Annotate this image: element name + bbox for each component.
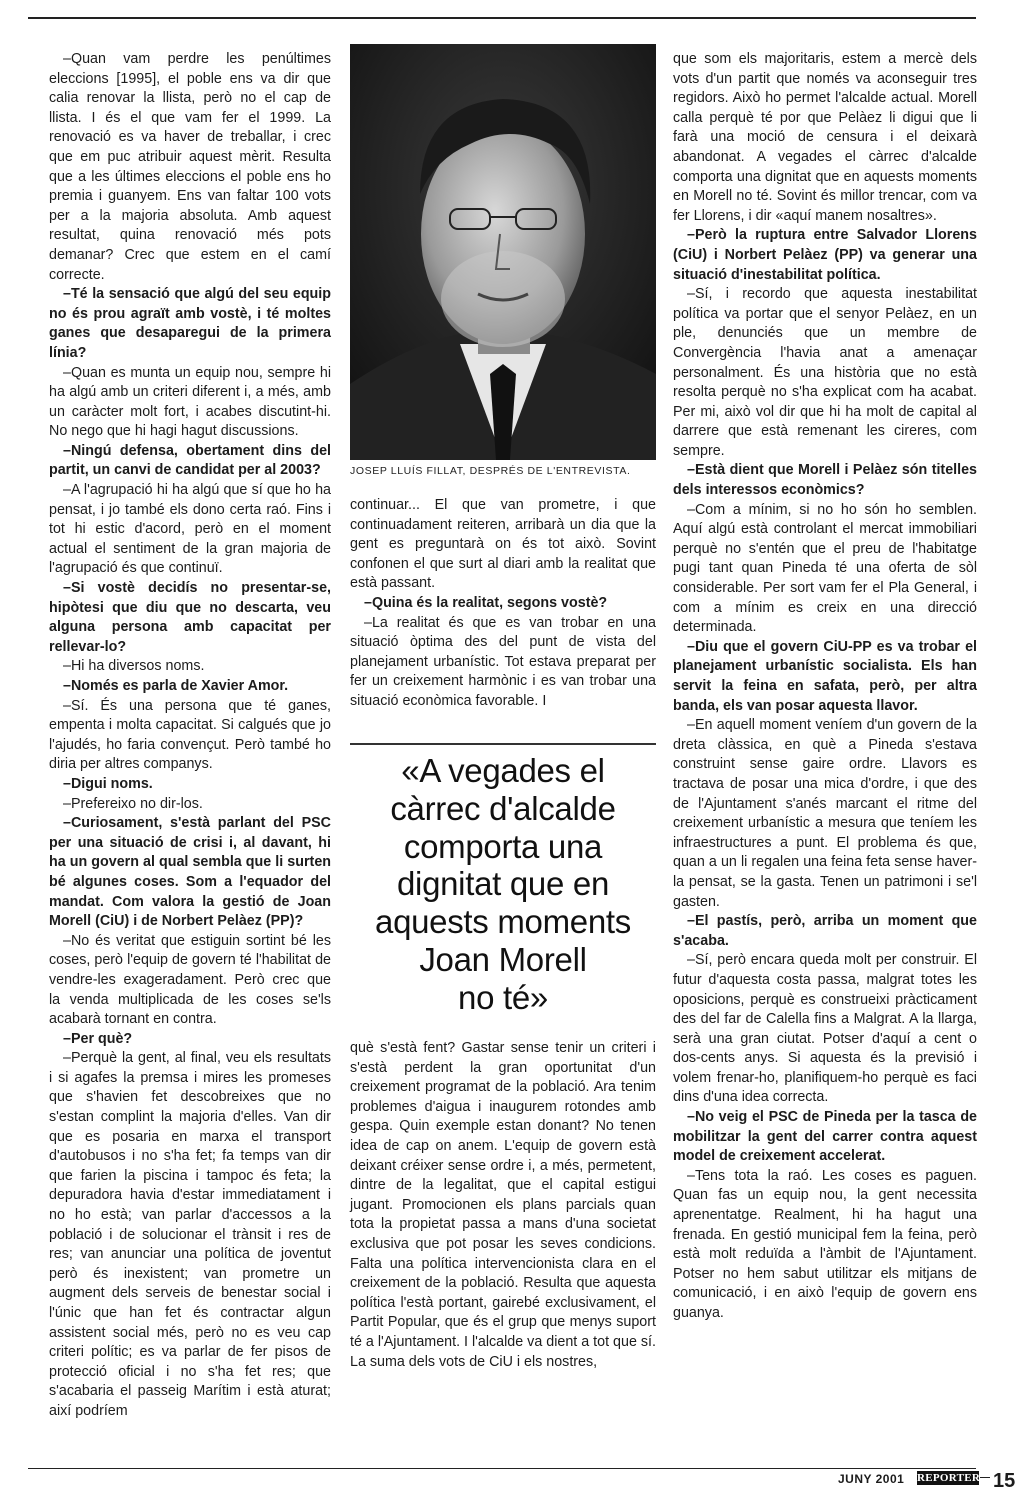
interview-answer: –Quan es munta un equip nou, sempre hi ha algú amb un criteri diferent i, a més, amb un caràcter molt fort, i acabes discutint-hi. No nego que hi hagi hagut discussions. — [49, 364, 331, 440]
interview-answer: –Perquè la gent, al final, veu els resultats i si agafes la premsa i mires les promeses que s'havien fet descobreixes que no s'estan complint la majoria d'elles. Van dir que es posaria en marxa el transport d'autobusos i no s'ha fet; fa temps van dir que farien la piscina i tampoc és feta; la depuradora havia d'estar immediatament i no ho està; van parlar d'accessos a la població i de solucionar el trànsit i res de res; van anunciar una política de joventut però és inexistent; van prometre un augment dels serveis de benestar social i l'únic que han fet és contractar algun assistent social més, però no es veu cap criteri polític; es va parlar de fer pisos de protecció oficial i no s'ha fet res; que s'acabaria el passeig Marítim i està aturat; així podríem — [49, 1050, 331, 1419]
column-3 — [673, 50, 977, 1324]
interview-question: –Ningú defensa, obertament dins del partit, un canvi de candidat per al 2003? — [49, 442, 331, 479]
top-rule — [28, 17, 976, 19]
interview-question: –Té la sensació que algú del seu equip no és prou agraït amb vostè, i té moltes ganes que desaparegui de la primera línia? — [49, 286, 331, 361]
interview-question: –No veig el PSC de Pineda per la tasca de mobilitzar la gent del carrer contra aquest model de creixement accelerat. — [673, 1109, 977, 1165]
pullquote-line: dignitat que en — [396, 865, 609, 903]
pullquote — [350, 752, 656, 1017]
issue-date: JUNY 2001 — [838, 1472, 905, 1486]
page-number: 15 — [993, 1470, 1016, 1492]
interview-answer: –Sí. És una persona que té ganes, empenta i molta capacitat. Si calgués que jo l'ajudés, ho faria convençut. Però també ho diria per altres companys. — [49, 697, 331, 773]
portrait-photo — [350, 44, 656, 460]
interview-answer: –En aquell moment veníem d'un govern de la dreta clàssica, en què a Pineda s'estava construint sense gaire ordre. Llavors es tractava de posar una mica d'ordre, i que des de l'Ajuntament s'anés marcant el ritme del creixement urbanístic a mesura que teníem les infraestructures a punt. El problema és que, quan a un li regalen una feina feta sense haver-la pensat, se la gasta. Tenen un patrimoni i se'l gasten. — [673, 717, 977, 910]
interview-question: –Diu que el govern CiU-PP es va trobar el planejament urbanístic socialista. Els han servit la feina en safata, però, per altra banda, els van posar aquesta llavor. — [673, 638, 977, 714]
column-2-top — [350, 496, 656, 712]
interview-question: –Però la ruptura entre Salvador Llorens (CiU) i Norbert Pelàez (PP) va generar una situació d'inestabilitat política. — [673, 227, 977, 283]
pullquote-line: càrrec d'alcalde — [390, 789, 616, 827]
interview-question: –Per què? — [63, 1030, 133, 1047]
paragraph: què s'està fent? Gastar sense tenir un criteri i s'està perdent la gran oportunitat d'un creixement programat de la població. Ara tenim problemes d'aigua i inaugurem rotondes amb gespa. Quin exemple estan donant? No tenen idea de cap on anem. L'equip de govern està deixant créixer sense ordre i, a més, permetent, dintre de la legalitat, que el capital estigui jugant. Promocionen els plans parcials quan tota la propietat passa a mans d'una societat exclusiva que pot posar les seves condicions. Falta una política intervencionista clara en el creixement de la població. Resulta que aquesta política l'està portant, gairebé exclusivament, el Partit Popular, que és el grup que menys suport té a l'Ajuntament. I l'alcalde va dient a tot que sí. La suma dels vots de CiU i els nostres, — [350, 1040, 656, 1370]
column-2-bottom — [350, 1039, 656, 1372]
pullquote-line: Joan Morell — [419, 940, 587, 978]
interview-answer: –Sí, però encara queda molt per construir. El futur d'aquesta costa passa, malgrat totes les oposicions, perquè es construeixi pràcticament des del far de Calella fins a Malgrat. A la llarga, serà una gran ciutat. Potser d'aquí a cent o dos-cents anys. Si aquesta és la previsió i volem frenar-ho, planifiquem-ho perquè es faci dins d'una idea correcta. — [673, 952, 977, 1106]
interview-answer: –No és veritat que estiguin sortint bé les coses, però l'equip de govern té l'habilitat de vendre-les exageradament. Però crec que la venda multiplicada de les coses se'ls acabarà tornant en contra. — [49, 932, 331, 1028]
interview-question: –Curiosament, s'està parlant del PSC per una situació de crisi i, al davant, hi ha un govern al qual sembla que li surten bé algunes coses. Som a l'equador del mandat. Com valora la gestió de Joan Morell (CiU) i de Norbert Pelàez (PP)? — [49, 815, 331, 930]
interview-question: –Està dient que Morell i Pelàez són titelles dels interessos econòmics? — [673, 462, 977, 499]
interview-question: –El pastís, però, arriba un moment que s'acaba. — [673, 913, 977, 949]
interview-question: –Només es parla de Xavier Amor. — [63, 678, 289, 694]
bottom-rule — [28, 1468, 976, 1469]
pullquote-line: «A vegades el — [401, 752, 605, 789]
interview-answer: –A l'agrupació hi ha algú que sí que ho ha pensat, i jo també els dono certa raó. Fins i tot hi estic d'acord, però en el moment actual el sentiment de la gran majoria de l'agrupació és que continuï. — [49, 482, 331, 577]
interview-answer: –La realitat és que es van trobar en una situació òptima des del punt de vista del planejament urbanístic. Tot estava preparat per fer un creixement harmònic i es van trobar una situació econòmica favorable. I — [350, 614, 656, 709]
portrait-illustration — [350, 44, 656, 460]
interview-answer: –Tens tota la raó. Les coses es paguen. Quan fas un equip nou, la gent necessita aprenentatge. Realment, hi ha hagut una frenada. En gestió municipal fem la feina, però està molt reduïda a l'àmbit de l'Ajuntament. Potser no hem sabut utilitzar els mitjans de comunicació, i en això l'equip de govern ens guanya. — [673, 1167, 977, 1321]
interview-question: –Digui noms. — [63, 775, 153, 792]
interview-question: –Si vostè decidís no presentar-se, hipòtesi que diu que no descarta, veu alguna persona amb capacitat per rellevar-lo? — [49, 580, 331, 655]
pullquote-line: comporta una — [403, 827, 603, 865]
column-1 — [49, 50, 331, 1422]
interview-answer: –Quan vam perdre les penúltimes eleccions [1995], el poble ens va dir que calia renovar la llista, però no el cap de llista. I és el que vam fer el 1999. La renovació es va haver de treballar, i crec que em puc atribuir aquest mèrit. Resulta que a les últimes eleccions el poble ens ho premia i guanyem. Ens van faltar 100 vots per a la majoria absoluta. Amb aquest resultat, quina renovació més pots demanar? Crec que estem en el camí correcte. — [49, 51, 331, 283]
interview-answer: –Com a mínim, si no ho són ho semblen. Aquí algú està controlant el mercat immobiliari perquè no s'entén que el preu de l'habitatge pugi tant quan Pineda té una oferta de sòl considerable. Per sort vam fer el Pla General, i com a mínim es creix en una direcció determinada. — [673, 501, 977, 636]
interview-answer: –Hi ha diversos noms. — [63, 658, 205, 675]
footer-divider — [980, 1477, 990, 1478]
pullquote-line: aquests moments — [375, 903, 631, 941]
interview-question: –Quina és la realitat, segons vostè? — [364, 594, 608, 611]
photo-caption: JOSEP LLUÍS FILLAT, DESPRÉS DE L'ENTREVISTA. — [350, 465, 631, 477]
interview-answer: continuar... El que van prometre, i que continuadament reiteren, arribarà un dia que la gent es preguntarà on és tot això. Sovint confonen el que surt al diari amb la realitat que està passant. — [350, 497, 656, 592]
pullquote-rule — [350, 743, 656, 745]
interview-answer: que som els majoritaris, estem a mercè dels vots d'un partit que només va aconseguir tres regidors. Això ho permet l'alcalde actual. Morell calla perquè té por que Pelàez li digui que li farà una moció de censura i el deixarà abandonat. A vegades el càrrec d'alcalde comporta una dignitat que en aquests moments en Morell no té. Sovint és millor trencar, com va fer Llorens, i dir «aquí manem nosaltres». — [673, 51, 977, 224]
pullquote-line: no té» — [458, 978, 548, 1016]
magazine-logo: REPORTER — [917, 1472, 981, 1484]
interview-answer: –Sí, i recordo que aquesta inestabilitat política va portar que el senyor Pelàez, en un ple, denunciés que un membre de Convergència l'havia anat a amenaçar personalment. És una història que no està resolta perquè no s'ha explicat com ha acabat. Per mi, això vol dir que hi ha molt de capital al darrere que està remenant les cireres, com sempre. — [673, 286, 977, 459]
interview-answer: –Prefereixo no dir-los. — [63, 795, 203, 812]
